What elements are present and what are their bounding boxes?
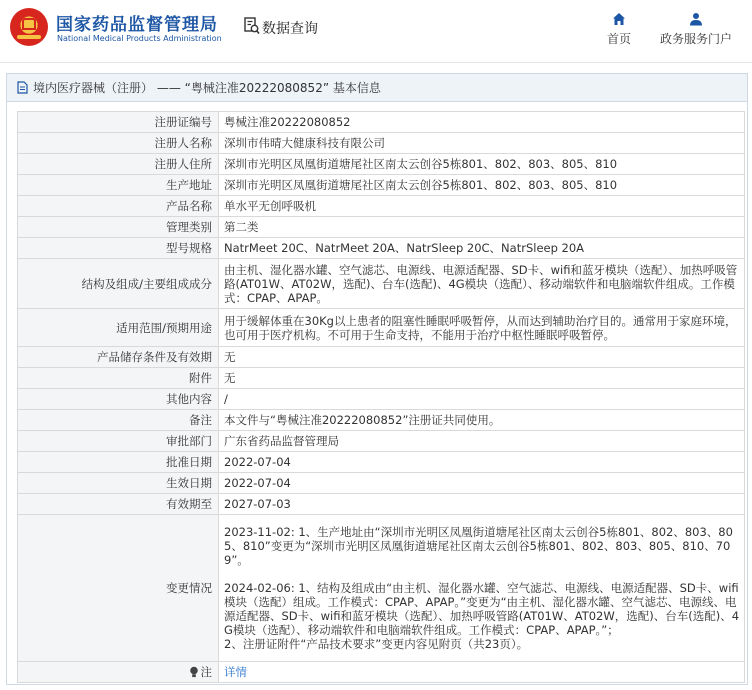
table-row <box>18 515 745 662</box>
change-history <box>219 515 745 662</box>
field-label: 审批部门 <box>18 431 219 452</box>
field-value: 深圳市光明区凤凰街道塘尾社区南太云创谷5栋801、802、803、805、810 <box>219 175 745 196</box>
detail-panel <box>6 73 748 685</box>
data-query-icon[interactable] <box>244 17 260 35</box>
nav-home-label: 首页 <box>606 32 631 46</box>
table-row <box>18 112 745 133</box>
field-label: 变更情况 <box>18 515 219 662</box>
field-value: 深圳市伟晴大健康科技有限公司 <box>219 133 745 154</box>
field-label: 备注 <box>18 410 219 431</box>
field-label: 其他内容 <box>18 389 219 410</box>
change-entry: 2024-02-06: 1、结构及组成由“由主机、湿化器水罐、空气滤芯、电源线、电源适配器、SD卡、wifi模块（选配）组成。工作模式：CPAP、APAP。”变更为“由主机、湿化器水罐、空气滤芯、电源线、电源适配器、SD卡、wifi和蓝牙模块（选配）、加热呼吸管路(AT01W、AT02W，选配)、台车(选配)、4G模块（选配）、移动端软件和电脑端软件组成。工作模式：CPAP、APAP。”； <box>224 581 740 637</box>
device-info-table <box>17 111 745 683</box>
field-label: 管理类别 <box>18 217 219 238</box>
change-entry: 2023-11-02: 1、生产地址由“深圳市光明区凤凰街道塘尾社区南太云创谷5栋801、802、803、805、810”变更为“深圳市光明区凤凰街道塘尾社区南太云创谷5栋801、802、803、805、810、709”。 <box>224 525 733 567</box>
field-label: 型号规格 <box>18 238 219 259</box>
nav-home[interactable] <box>601 12 637 47</box>
table-row <box>18 196 745 217</box>
table-row <box>18 259 745 309</box>
table-row <box>18 133 745 154</box>
field-label: 产品储存条件及有效期 <box>18 347 219 368</box>
table-row <box>18 662 745 683</box>
field-value: 2027-07-03 <box>219 494 745 515</box>
user-icon <box>689 12 703 26</box>
nav-service-portal-label: 政务服务门户 <box>659 32 732 46</box>
table-row <box>18 494 745 515</box>
field-value: 用于缓解体重在30Kg以上患者的阻塞性睡眠呼吸暂停，从而达到辅助治疗目的。通常用于家庭环境，也可用于医疗机构。不可用于生命支持，不能用于治疗中枢性睡眠呼吸暂停。 <box>219 309 745 347</box>
table-row <box>18 452 745 473</box>
field-value: NatrMeet 20C、NatrMeet 20A、NatrSleep 20C、NatrSleep 20A <box>219 238 745 259</box>
site-header <box>0 0 752 63</box>
table-row <box>18 431 745 452</box>
site-name[interactable]: 国家药品监督管理局 <box>56 15 218 35</box>
field-label: 注册人名称 <box>18 133 219 154</box>
field-label: 适用范围/预期用途 <box>18 309 219 347</box>
data-query-link[interactable]: 数据查询 <box>262 21 318 37</box>
table-row <box>18 238 745 259</box>
field-value: 无 <box>219 368 745 389</box>
table-row <box>18 347 745 368</box>
field-label: 生产地址 <box>18 175 219 196</box>
field-value <box>219 662 745 683</box>
field-value: 深圳市光明区凤凰街道塘尾社区南太云创谷5栋801、802、803、805、810 <box>219 154 745 175</box>
change-entry: 2、注册证附件“产品技术要求”变更内容见附页（共23页）。 <box>224 637 529 651</box>
field-label: 批准日期 <box>18 452 219 473</box>
field-label: 注册人住所 <box>18 154 219 175</box>
field-value: / <box>219 389 745 410</box>
field-label: 结构及组成/主要组成成分 <box>18 259 219 309</box>
field-value: 由主机、湿化器水罐、空气滤芯、电源线、电源适配器、SD卡、wifi和蓝牙模块（选配）、加热呼吸管路(AT01W、AT02W，选配)、台车(选配)、4G模块（选配）、移动端软件和电脑端软件组成。工作模式：CPAP、APAP。 <box>219 259 745 309</box>
note-label-cell <box>18 662 219 683</box>
table-row <box>18 217 745 238</box>
table-row <box>18 473 745 494</box>
breadcrumb <box>7 74 747 102</box>
field-value: 2022-07-04 <box>219 473 745 494</box>
field-value: 广东省药品监督管理局 <box>219 431 745 452</box>
field-label: 注册证编号 <box>18 112 219 133</box>
field-label: 有效期至 <box>18 494 219 515</box>
table-row <box>18 154 745 175</box>
field-label: 附件 <box>18 368 219 389</box>
breadcrumb-text: 境内医疗器械（注册） —— “粤械注准20222080852” 基本信息 <box>33 81 381 95</box>
note-label: 注 <box>200 665 212 679</box>
table-row <box>18 175 745 196</box>
document-icon <box>17 81 28 94</box>
table-row <box>18 309 745 347</box>
home-icon <box>612 12 626 26</box>
field-value: 单水平无创呼吸机 <box>219 196 745 217</box>
field-value: 2022-07-04 <box>219 452 745 473</box>
site-name-english: National Medical Products Administration <box>57 34 222 43</box>
field-value: 第二类 <box>219 217 745 238</box>
field-value: 无 <box>219 347 745 368</box>
table-row <box>18 368 745 389</box>
field-label: 产品名称 <box>18 196 219 217</box>
field-label: 生效日期 <box>18 473 219 494</box>
field-value: 粤械注准20222080852 <box>219 112 745 133</box>
table-row <box>18 389 745 410</box>
lightbulb-icon <box>189 666 199 678</box>
table-row <box>18 410 745 431</box>
nav-service-portal[interactable] <box>656 12 736 47</box>
details-link[interactable]: 详情 <box>224 665 247 679</box>
field-value: 本文件与“粤械注准20222080852”注册证共同使用。 <box>219 410 745 431</box>
national-emblem-icon <box>10 8 48 46</box>
